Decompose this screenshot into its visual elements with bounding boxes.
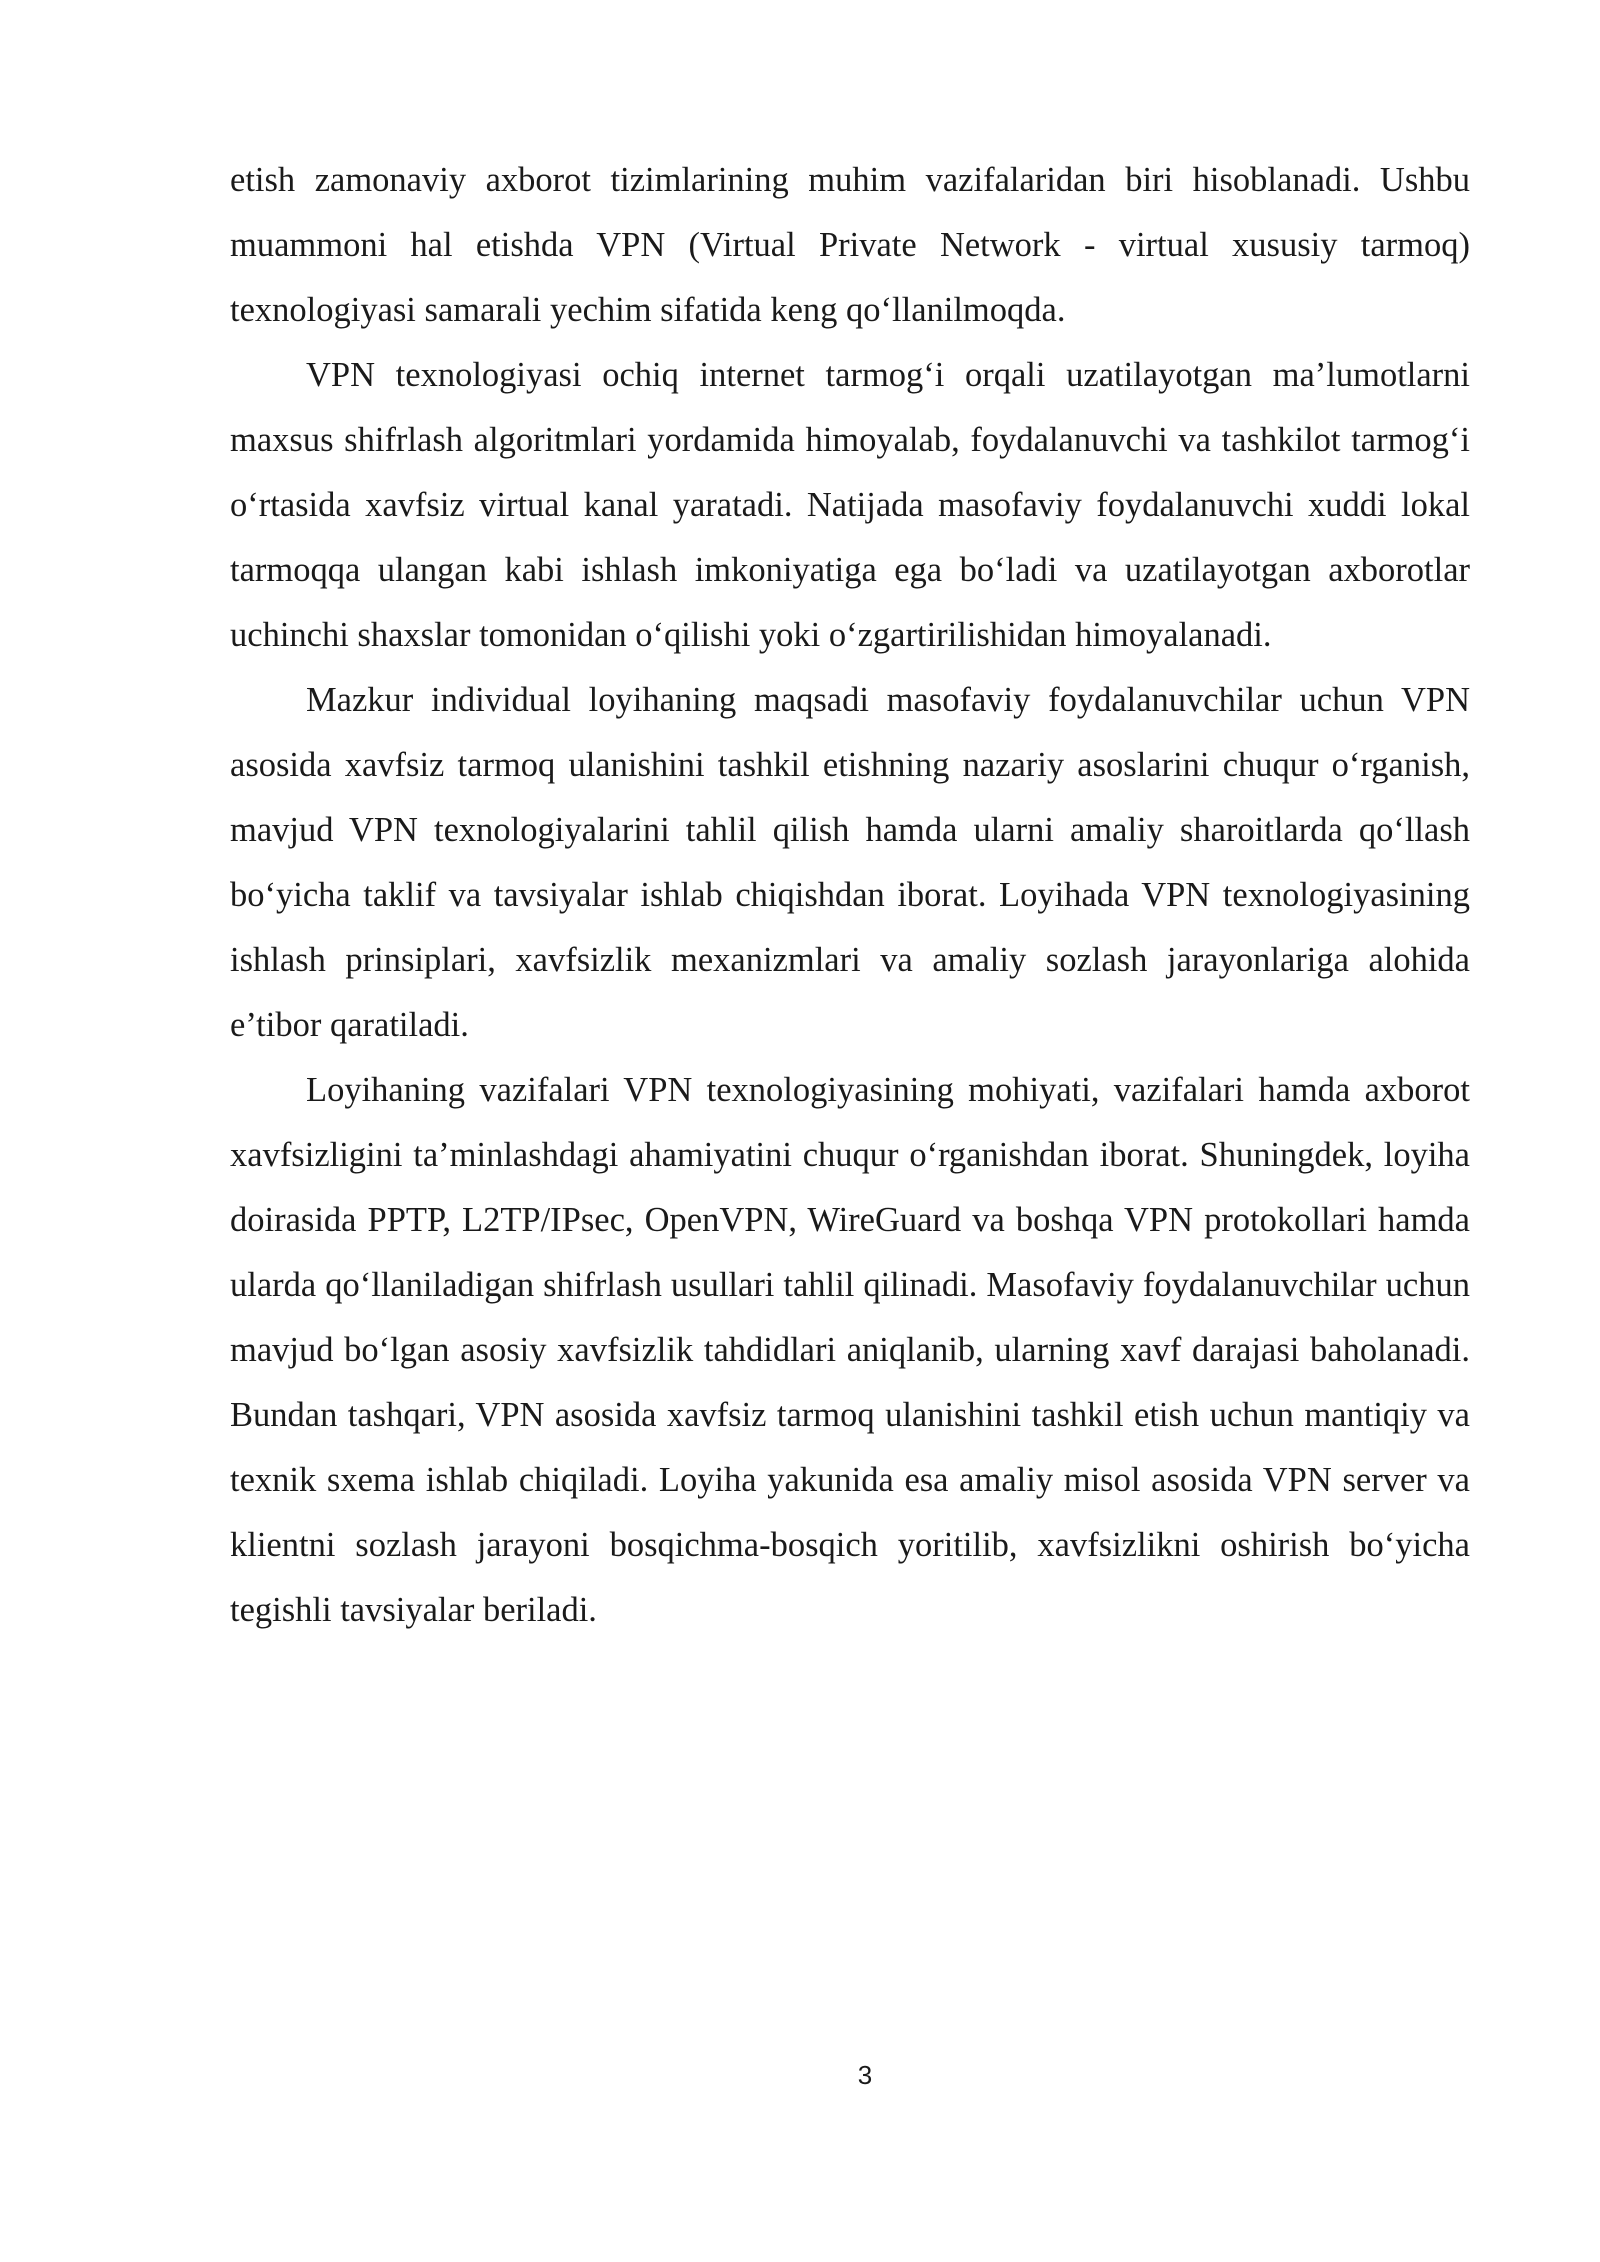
page-body	[230, 148, 1470, 1643]
paragraph-project-tasks: Loyihaning vazifalari VPN texnologiyasining mohiyati, vazifalari hamda axborot xavfsizligini ta’minlashdagi ahamiyatini chuqur o‘rganishdan iborat. Shuningdek, loyiha doirasida PPTP, L2TP/IPsec, OpenVPN, WireGuard va boshqa VPN protokollari hamda ularda qo‘llaniladigan shifrlash usullari tahlil qilinadi. Masofaviy foydalanuvchilar uchun mavjud bo‘lgan asosiy xavfsizlik tahdidlari aniqlanib, ularning xavf darajasi baholanadi. Bundan tashqari, VPN asosida xavfsiz tarmoq ulanishini tashkil etish uchun mantiqiy va texnik sxema ishlab chiqiladi. Loyiha yakunida esa amaliy misol asosida VPN server va klientni sozlash jarayoni bosqichma-bosqich yoritilib, xavfsizlikni oshirish bo‘yicha tegishli tavsiyalar beriladi.	[230, 1071, 1470, 1629]
paragraph-intro-continuation: etish zamonaviy axborot tizimlarining muhim vazifalaridan biri hisoblanadi. Ushbu muammoni hal etishda VPN (Virtual Private Network - virtual xususiy tarmoq) texnologiyasi samarali yechim sifatida keng qo‘llanilmoqda.	[230, 161, 1470, 329]
page-number: 3	[857, 2060, 873, 2090]
paragraph-project-goal: Mazkur individual loyihaning maqsadi masofaviy foydalanuvchilar uchun VPN asosida xavfsiz tarmoq ulanishini tashkil etishning nazariy asoslarini chuqur o‘rganish, mavjud VPN texnologiyalarini tahlil qilish hamda ularni amaliy sharoitlarda qo‘llash bo‘yicha taklif va tavsiyalar ishlab chiqishdan iborat. Loyihada VPN texnologiyasining ishlash prinsiplari, xavfsizlik mexanizmlari va amaliy sozlash jarayonlariga alohida e’tibor qaratiladi.	[230, 681, 1470, 1044]
paragraph-vpn-description: VPN texnologiyasi ochiq internet tarmog‘i orqali uzatilayotgan ma’lumotlarni maxsus shifrlash algoritmlari yordamida himoyalab, foydalanuvchi va tashkilot tarmog‘i o‘rtasida xavfsiz virtual kanal yaratadi. Natijada masofaviy foydalanuvchi xuddi lokal tarmoqqa ulangan kabi ishlash imkoniyatiga ega bo‘ladi va uzatilayotgan axborotlar uchinchi shaxslar tomonidan o‘qilishi yoki o‘zgartirilishidan himoyalanadi.	[230, 356, 1470, 654]
